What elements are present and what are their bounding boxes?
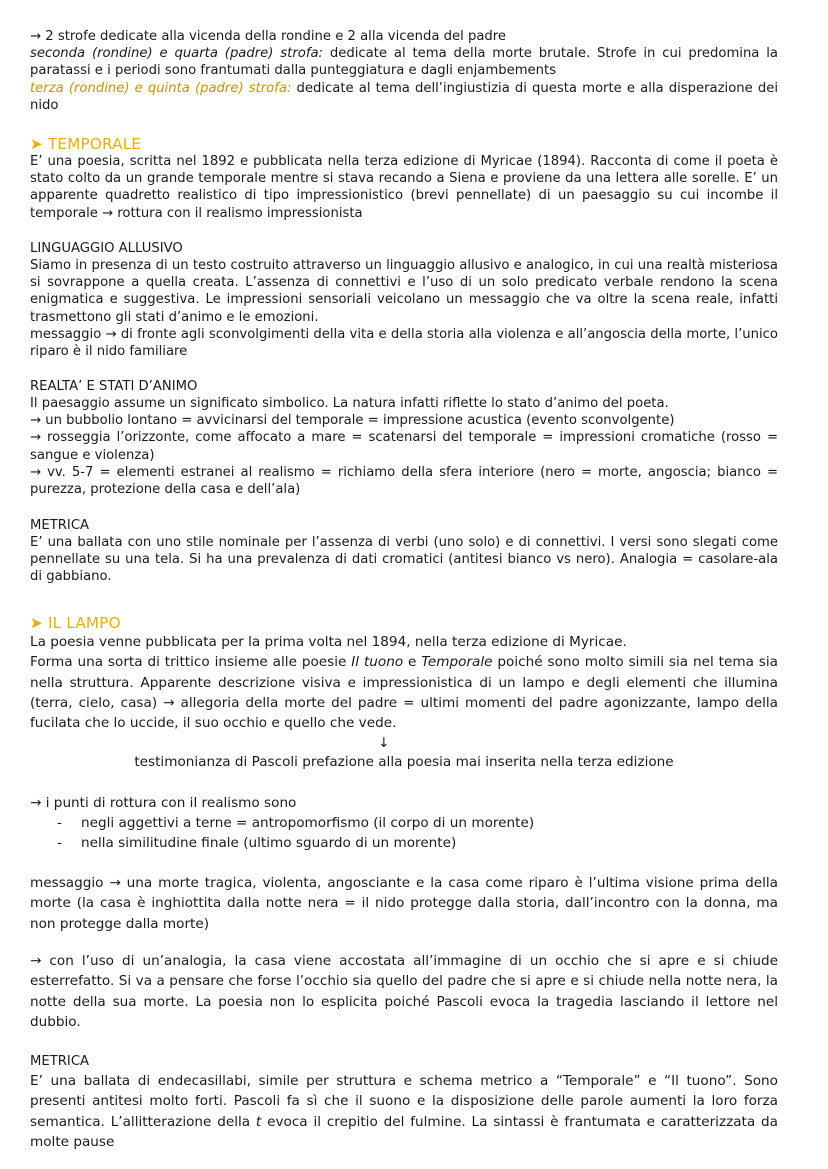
trittico-text-c: poiché sono molto simili sia nel tema sia nella struttura. Apparente descrizione visiva e impressionistica di un lampo e degli elementi che illumina (terra, cielo, casa) → allegoria della morte del padre = ultimi momenti del padre agonizzante, lampo della fucilata che lo uccide, il suo occhio e quello che vede. <box>30 654 778 732</box>
down-arrow: ↓ <box>378 735 390 751</box>
rupture-bullet-text: negli aggettivi a terne = antropomorfismo (il corpo di un morente) <box>81 815 535 831</box>
metrica-lampo-text <box>30 1071 778 1152</box>
strophes-2-4-label: seconda (rondine) e quarta (padre) strofa: <box>30 46 324 62</box>
realta-line-1: Il paesaggio assume un significato simbolico. La natura infatti riflette lo stato d’animo del poeta. <box>30 396 669 411</box>
section-title-il-lampo: ➤ IL LAMPO <box>30 614 121 632</box>
strophes-3-5-text: dedicate al tema dell’ingiustizia di questa morte e alla disperazione dei nido <box>30 80 779 113</box>
trittico-text-b: e <box>403 654 422 671</box>
heading-metrica-lampo: METRICA <box>30 1054 90 1069</box>
rupture-bullet-text: nella similitudine finale (ultimo sguardo di un morente) <box>81 835 457 851</box>
intro-block <box>30 28 778 114</box>
title-temporale: Temporale <box>421 654 493 671</box>
rupture-bullet: - negli aggettivi a terne = antropomorfismo (il corpo di un morente) <box>57 815 535 831</box>
rupture-intro: → i punti di rottura con il realismo sono <box>30 795 297 811</box>
rupture-bullet: - nella similitudine finale (ultimo sguardo di un morente) <box>57 835 457 851</box>
section-title-temporale: ➤ TEMPORALE <box>30 135 142 153</box>
realta-line-3: → rosseggia l’orizzonte, come affocato a mare = scatenarsi del temporale = impressioni cromatiche (rosso = sangue e violenza) <box>30 430 778 463</box>
heading-metrica-temporale: METRICA <box>30 518 90 533</box>
intro-strophes-2-4 <box>30 45 778 79</box>
title-il-tuono: Il tuono <box>351 654 404 671</box>
lampo-analogy: → con l’uso di un’analogia, la casa viene accostata all’immagine di un occhio che si apre e si chiude esterrefatto. Si va a pensare che forse l’occhio sia quello del padre che si apre e si chiude nella notte nera, la notte della sua morte. La poesia non lo esplicita poiché Pascoli evoca la tragedia lasciando il lettore nel dubbio. <box>30 953 778 1030</box>
testimonianza-line: testimonianza di Pascoli prefazione alla poesia mai inserita nella terza edizione <box>134 754 674 770</box>
lampo-message: messaggio → una morte tragica, violenta, angosciante e la casa come riparo è l’ultima visione prima della morte (la casa è inghiottita dalla notte nera = il nido protegge dalla storia, dall’incontro con la donna, ma non protegge dalla morte) <box>30 875 778 932</box>
realta-stati-animo-block <box>30 395 778 498</box>
lampo-intro-block <box>30 632 778 733</box>
intro-line: → 2 strofe dedicate alla vicenda della rondine e 2 alla vicenda del padre <box>30 29 507 44</box>
metrica-lampo-letter: t <box>255 1113 262 1130</box>
metrica-temporale-text: E’ una ballata con uno stile nominale per l’assenza di verbi (uno solo) e di connettivi. I versi sono slegati come pennellate su una tela. Si ha una prevalenza di dati cromatici (antitesi bianco vs nero). Analogia = casolare-ala di gabbiano. <box>30 535 778 585</box>
linguaggio-allusivo-block <box>30 257 778 360</box>
trittico-text-a: Forma una sorta di trittico insieme alle poesie <box>30 654 352 671</box>
temporale-intro: E’ una poesia, scritta nel 1892 e pubblicata nella terza edizione di Myricae (1894). Racconta di come il poeta è stato colto da un grande temporale mentre si stava recando a Siena e proviene da una lettera alle sorelle. E’ un apparente quadretto realistico di tipo impressionistico (brevi pennellate) di un paesaggio su cui incombe il temporale → rottura con il realismo impressionista <box>30 154 778 221</box>
lampo-trittico <box>30 652 778 733</box>
linguaggio-allusivo-message: messaggio → di fronte agli sconvolgimenti della vita e della storia alla violenza e all’angoscia della morte, l’unico riparo è il nido familiare <box>30 326 778 360</box>
heading-realta-stati-animo: REALTA’ E STATI D’ANIMO <box>30 379 198 394</box>
intro-strophes-3-5 <box>30 80 778 114</box>
heading-linguaggio-allusivo: LINGUAGGIO ALLUSIVO <box>30 241 183 256</box>
realta-line-4: → vv. 5-7 = elementi estranei al realismo = richiamo della sfera interiore (nero = morte, angoscia; bianco = purezza, protezione della casa e dell’ala) <box>30 464 778 498</box>
metrica-lampo-text-b: evoca il crepitio del fulmine. La sintassi è frantumata e caratterizzata da molte pause <box>30 1113 778 1150</box>
strophes-2-4-text: dedicate al tema della morte brutale. Strofe in cui predomina la paratassi e i periodi sono frantumati dalla punteggiatura e dagli enjambements <box>30 46 778 79</box>
metrica-lampo-text-a: E’ una ballata di endecasillabi, simile per struttura e schema metrico a “Temporale” e “Il tuono”. Sono presenti antitesi molto forti. Pascoli fa sì che il suono e la disposizione delle parole aumenti la loro forza semantica. L’allitterazione della <box>30 1073 778 1130</box>
lampo-publication: La poesia venne pubblicata per la prima volta nel 1894, nella terza edizione di Myricae. <box>30 634 627 650</box>
linguaggio-allusivo-text: Siamo in presenza di un testo costruito attraverso un linguaggio allusivo e analogico, in cui una realtà misteriosa si sovrappone a quella creata. L’assenza di connettivi e l’uso di un solo predicato verbale rendono la scena enigmatica e suggestiva. Le impressioni sensoriali veicolano un messaggio che va oltre la scena reale, infatti trasmettono gli stati d’animo e le emozioni. <box>30 258 778 325</box>
realta-line-2: → un bubbolio lontano = avvicinarsi del temporale = impressione acustica (evento sconvolgente) <box>30 413 675 429</box>
strophes-3-5-label: terza (rondine) e quinta (padre) strofa: <box>30 80 292 96</box>
